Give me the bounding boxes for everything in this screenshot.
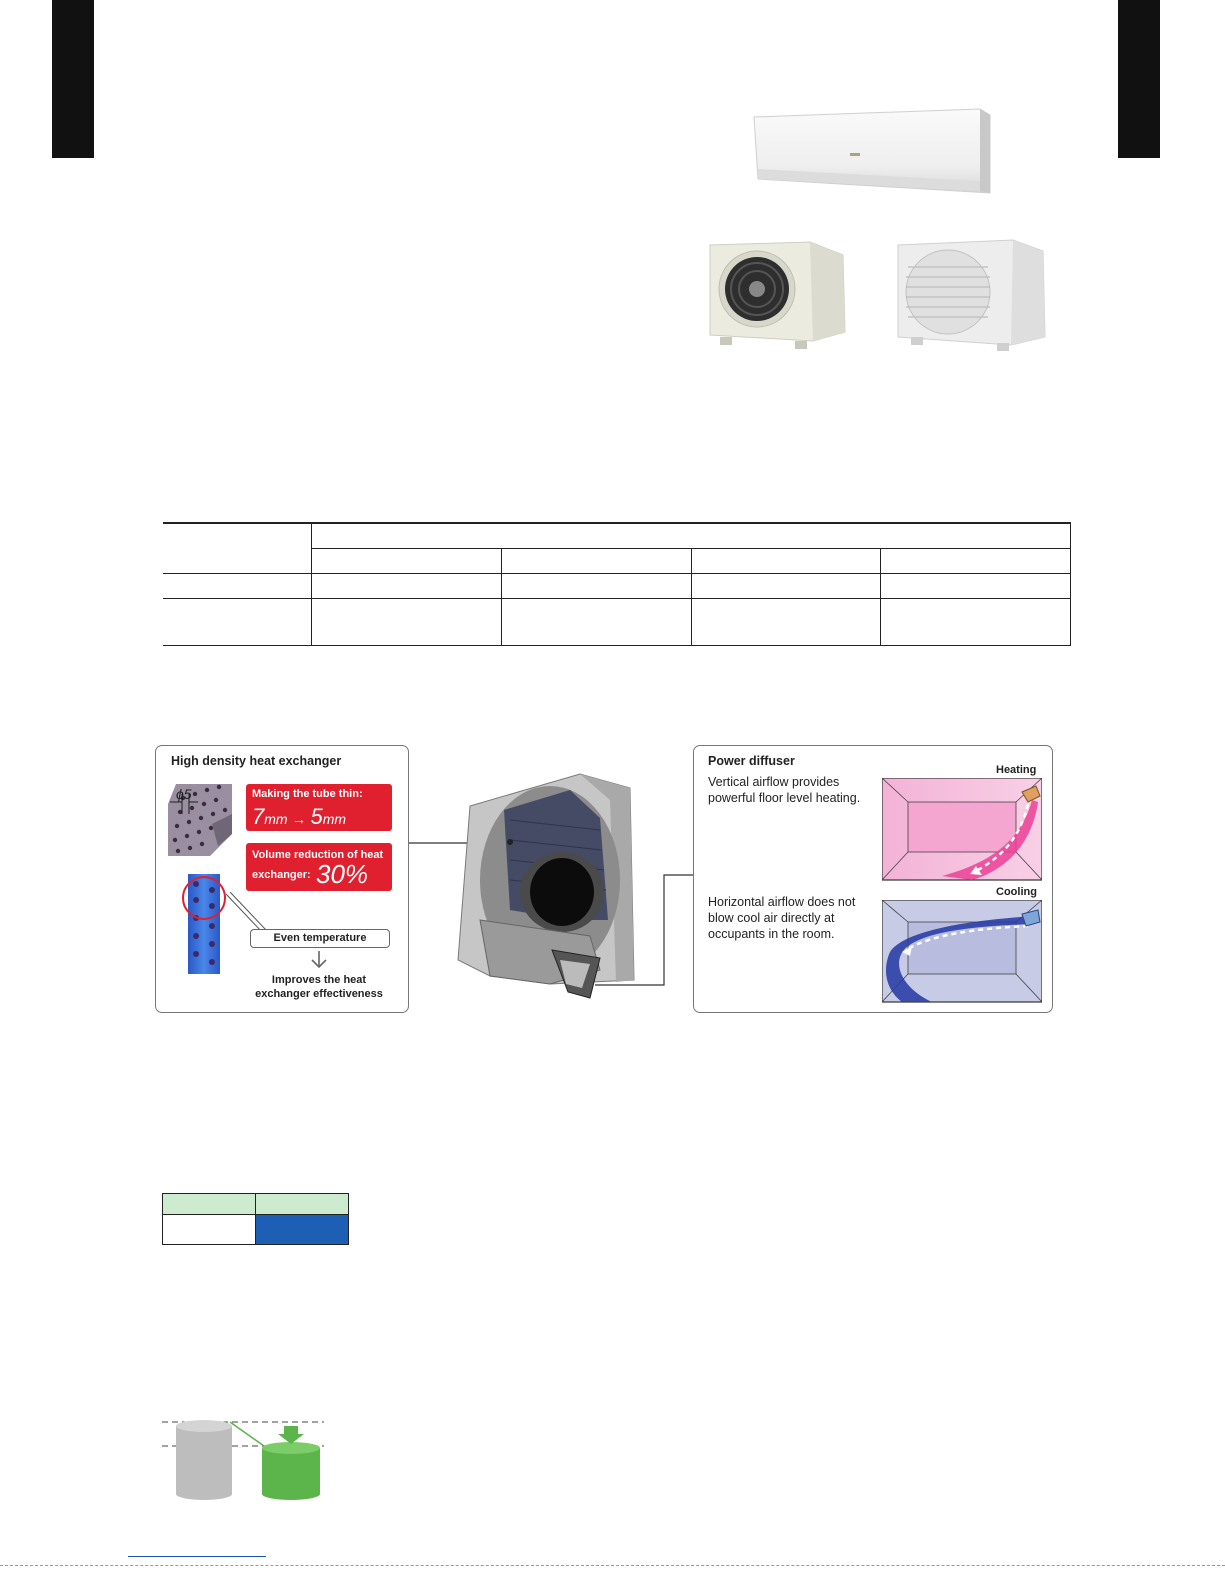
cooling-label: Cooling xyxy=(996,886,1037,898)
right-page-tab xyxy=(1118,0,1160,158)
tube-size-from-unit: mm xyxy=(264,811,288,827)
cooling-description xyxy=(708,894,855,942)
tube-size-to-unit: mm xyxy=(322,811,347,827)
volume-reduction-heading-2: exchanger: xyxy=(252,869,311,881)
cooling-text-line-2: blow cool air directly at xyxy=(708,911,835,925)
table-subheader-cell xyxy=(881,549,1071,574)
table-cell xyxy=(312,599,502,646)
specification-table xyxy=(163,522,1071,646)
footer-link-underline[interactable] xyxy=(128,1556,266,1557)
table-header-cell xyxy=(163,1194,256,1215)
temperature-strip-image xyxy=(174,874,234,976)
table-subheader-cell xyxy=(312,549,502,574)
tube-thin-heading: Making the tube thin: xyxy=(252,788,363,800)
heating-description xyxy=(708,774,860,806)
tube-thin-box xyxy=(246,784,392,831)
table-cell xyxy=(691,574,881,599)
table-cell xyxy=(163,574,312,599)
heating-room-diagram xyxy=(882,778,1042,882)
cooling-text-line-3: occupants in the room. xyxy=(708,927,835,941)
table-cell xyxy=(312,574,502,599)
footer-divider xyxy=(0,1565,1225,1566)
cooling-text-line-1: Horizontal airflow does not xyxy=(708,895,856,909)
volume-reduction-value: 30% xyxy=(316,859,369,889)
heating-text-line-1: Vertical airflow provides xyxy=(708,775,840,789)
down-arrow-icon xyxy=(310,950,328,970)
volume-reduction-heading: Volume reduction of heat xyxy=(252,849,384,861)
table-cell xyxy=(501,574,691,599)
volume-reduction-cylinders xyxy=(160,1412,330,1502)
tube-size-to: 5 xyxy=(310,804,323,829)
left-page-tab xyxy=(52,0,94,158)
table-cell xyxy=(501,599,691,646)
power-diffuser-title: Power diffuser xyxy=(708,754,795,768)
tube-size-arrow: → xyxy=(292,811,307,827)
improves-effectiveness-caption xyxy=(242,973,396,1001)
table-cell xyxy=(691,599,881,646)
caption-line-2: exchanger effectiveness xyxy=(255,988,383,1000)
heat-exchanger-panel xyxy=(155,745,409,1013)
power-diffuser-panel xyxy=(693,745,1053,1013)
volume-reduction-box xyxy=(246,843,392,891)
indoor-unit-image xyxy=(752,107,992,195)
table-subheader-cell xyxy=(501,549,691,574)
heating-label: Heating xyxy=(996,764,1037,776)
table-header-cell xyxy=(256,1194,349,1215)
table-cell xyxy=(881,599,1071,646)
table-cell xyxy=(163,599,312,646)
heat-exchanger-title: High density heat exchanger xyxy=(171,754,342,768)
caption-line-1: Improves the heat xyxy=(271,974,367,986)
table-cell-highlight xyxy=(256,1215,349,1245)
table-cell xyxy=(163,1215,256,1245)
tube-size-from: 7 xyxy=(252,804,265,829)
indoor-unit-cutaway-image xyxy=(450,770,650,1002)
outdoor-unit-image-1 xyxy=(705,237,855,352)
table-header-cell xyxy=(312,523,1071,549)
table-cell xyxy=(881,574,1071,599)
tube-diameter-label: ϕ5 xyxy=(176,786,192,802)
cooling-room-diagram xyxy=(882,900,1042,1004)
outdoor-unit-image-2 xyxy=(893,237,1053,352)
color-legend-table xyxy=(162,1193,349,1245)
table-subheader-cell xyxy=(691,549,881,574)
table-header-cell xyxy=(163,523,312,574)
heating-text-line-2: powerful floor level heating. xyxy=(708,791,861,805)
even-temperature-label: Even temperature xyxy=(250,929,390,948)
